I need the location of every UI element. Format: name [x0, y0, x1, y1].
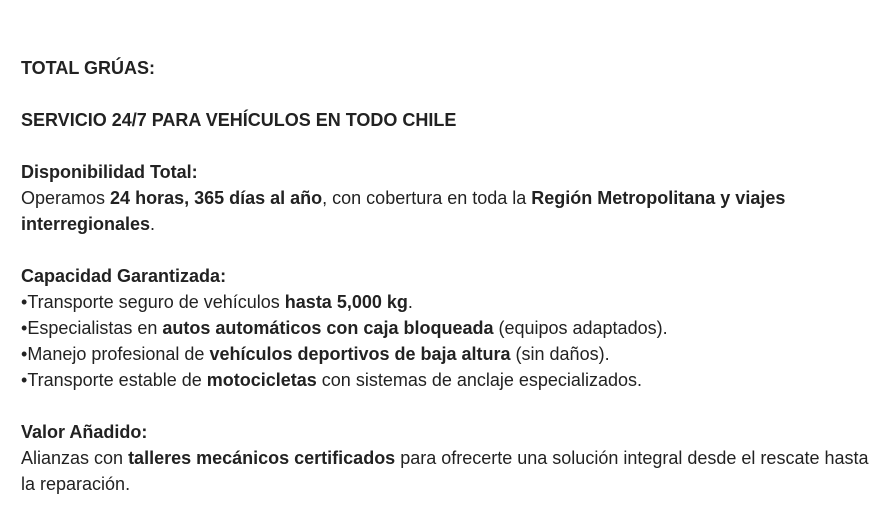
capacity-item-tail: .	[407, 292, 413, 312]
availability-region: Región Metropolitana y viajes interregionales	[21, 188, 786, 234]
availability-text-3: .	[150, 214, 156, 234]
availability-paragraph	[21, 185, 881, 237]
capacity-item-bold: autos automáticos con caja bloqueada	[162, 318, 494, 338]
capacity-item-tail: con sistemas de anclaje especializados.	[316, 370, 642, 390]
bullet: •	[21, 292, 28, 312]
availability-text-2: , con cobertura en toda la	[322, 188, 532, 208]
capacity-item-tail: (equipos adaptados).	[493, 318, 668, 338]
capacity-item	[21, 289, 881, 315]
value-paragraph	[21, 445, 881, 497]
capacity-item-bold: vehículos deportivos de baja altura	[209, 344, 511, 364]
document-body	[21, 55, 881, 497]
capacity-item-text: Manejo profesional de	[27, 344, 210, 364]
capacity-item	[21, 315, 881, 341]
spacer	[21, 237, 881, 263]
capacity-item	[21, 341, 881, 367]
bullet: •	[21, 318, 28, 338]
value-heading: Valor Añadido:	[21, 422, 148, 442]
capacity-item-bold: hasta 5,000 kg	[284, 292, 408, 312]
spacer	[21, 393, 881, 419]
document-title: TOTAL GRÚAS:	[21, 58, 155, 78]
capacity-item-text: Especialistas en	[27, 318, 163, 338]
document-subtitle: SERVICIO 24/7 PARA VEHÍCULOS EN TODO CHILE	[21, 110, 457, 130]
availability-text-1: Operamos	[21, 188, 111, 208]
bullet: •	[21, 344, 28, 364]
capacity-item-text: Transporte estable de	[27, 370, 207, 390]
availability-heading: Disponibilidad Total:	[21, 162, 198, 182]
value-text-2: para ofrecerte una solución integral desde el rescate hasta la reparación.	[21, 448, 869, 494]
value-partners: talleres mecánicos certificados	[128, 448, 396, 468]
spacer	[21, 133, 881, 159]
capacity-item-bold: motocicletas	[206, 370, 317, 390]
availability-hours: 24 horas, 365 días al año	[110, 188, 323, 208]
capacity-item-text: Transporte seguro de vehículos	[27, 292, 285, 312]
bullet: •	[21, 370, 28, 390]
capacity-heading: Capacidad Garantizada:	[21, 266, 227, 286]
value-text-1: Alianzas con	[21, 448, 129, 468]
capacity-item	[21, 367, 881, 393]
spacer	[21, 81, 881, 107]
capacity-item-tail: (sin daños).	[510, 344, 610, 364]
